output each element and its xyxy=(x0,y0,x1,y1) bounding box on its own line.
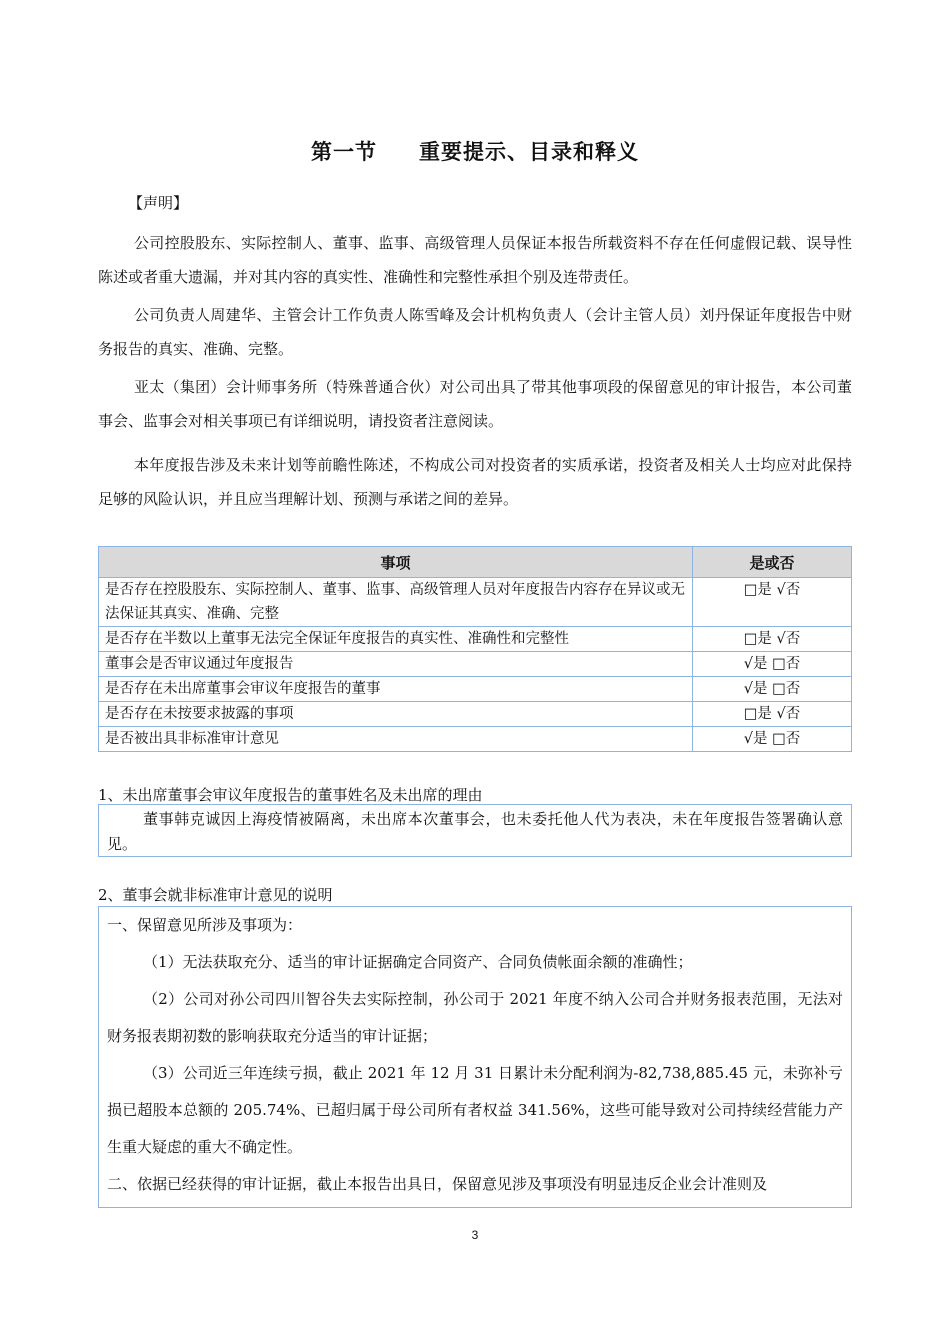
row-answer: □是 √否 xyxy=(693,578,852,627)
paragraph-audit-opinion: 亚太（集团）会计师事务所（特殊普通合伙）对公司出具了带其他事项段的保留意见的审计报告，本公司董事会、监事会对相关事项已有详细说明，请投资者注意阅读。 xyxy=(98,378,852,430)
row-answer: √是 □否 xyxy=(693,727,852,752)
opinion-line: （1）无法获取充分、适当的审计证据确定合同资产、合同负债帐面余额的准确性； xyxy=(143,953,693,971)
opinion-line: 一、保留意见所涉及事项为： xyxy=(107,916,303,934)
opinion-line: （2）公司对孙公司四川智谷失去实际控制，孙公司于 2021 年度不纳入公司合并财务报表范围，无法对财务报表期初数的影响获取充分适当的审计证据； xyxy=(107,990,843,1045)
declaration-label: 【声明】 xyxy=(128,194,189,212)
row-item: 是否存在未出席董事会审议年度报告的董事 xyxy=(99,677,693,702)
absent-director-content: 董事韩克诚因上海疫情被隔离，未出席本次董事会，也未委托他人代为表决，未在年度报告签署确认意见。 xyxy=(107,810,843,853)
table-row xyxy=(99,652,852,677)
absent-director-heading: 1、未出席董事会审议年度报告的董事姓名及未出席的理由 xyxy=(98,786,483,804)
paragraph-forward-looking: 本年度报告涉及未来计划等前瞻性陈述，不构成公司对投资者的实质承诺，投资者及相关人士均应对此保持足够的风险认识，并且应当理解计划、预测与承诺之间的差异。 xyxy=(98,456,852,508)
row-item: 董事会是否审议通过年度报告 xyxy=(99,652,693,677)
table-row xyxy=(99,627,852,652)
paragraph-responsibility: 公司控股股东、实际控制人、董事、监事、高级管理人员保证本报告所载资料不存在任何虚假记载、误导性陈述或者重大遗漏，并对其内容的真实性、准确性和完整性承担个别及连带责任。 xyxy=(98,234,852,286)
non-standard-opinion-heading: 2、董事会就非标准审计意见的说明 xyxy=(98,886,333,904)
disclosure-table xyxy=(98,546,852,752)
row-answer: □是 √否 xyxy=(693,702,852,727)
header-item: 事项 xyxy=(99,547,693,578)
section-number: 第一节 xyxy=(311,140,377,164)
row-item: 是否存在控股股东、实际控制人、董事、监事、高级管理人员对年度报告内容存在异议或无法保证其真实、准确、完整 xyxy=(99,578,693,627)
row-item: 是否存在半数以上董事无法完全保证年度报告的真实性、准确性和完整性 xyxy=(99,627,693,652)
absent-director-box xyxy=(98,804,852,857)
table-row xyxy=(99,727,852,752)
opinion-line: 二、依据已经获得的审计证据，截止本报告出具日，保留意见涉及事项没有明显违反企业会计准则及 xyxy=(107,1175,768,1193)
opinion-line: （3）公司近三年连续亏损，截止 2021 年 12 月 31 日累计未分配利润为-82,738,885.45 元，未弥补亏损已超股本总额的 205.74%、已超归属于母公司所有者权益 341.56%，这些可能导致对公司持续经营能力产生重大疑虑的重大不确定性。 xyxy=(107,1064,843,1156)
paragraph-financial-officers: 公司负责人周建华、主管会计工作负责人陈雪峰及会计机构负责人（会计主管人员）刘丹保证年度报告中财务报告的真实、准确、完整。 xyxy=(98,306,852,358)
row-item: 是否存在未按要求披露的事项 xyxy=(99,702,693,727)
section-title xyxy=(0,136,950,166)
non-standard-opinion-box xyxy=(98,906,852,1208)
row-answer: √是 □否 xyxy=(693,677,852,702)
section-name: 重要提示、目录和释义 xyxy=(419,140,639,164)
table-header-row xyxy=(99,547,852,578)
table-row xyxy=(99,702,852,727)
table-row xyxy=(99,578,852,627)
row-answer: □是 √否 xyxy=(693,627,852,652)
table-row xyxy=(99,677,852,702)
header-yes-no: 是或否 xyxy=(693,547,852,578)
row-item: 是否被出具非标准审计意见 xyxy=(99,727,693,752)
page-number: 3 xyxy=(471,1228,479,1242)
row-answer: √是 □否 xyxy=(693,652,852,677)
